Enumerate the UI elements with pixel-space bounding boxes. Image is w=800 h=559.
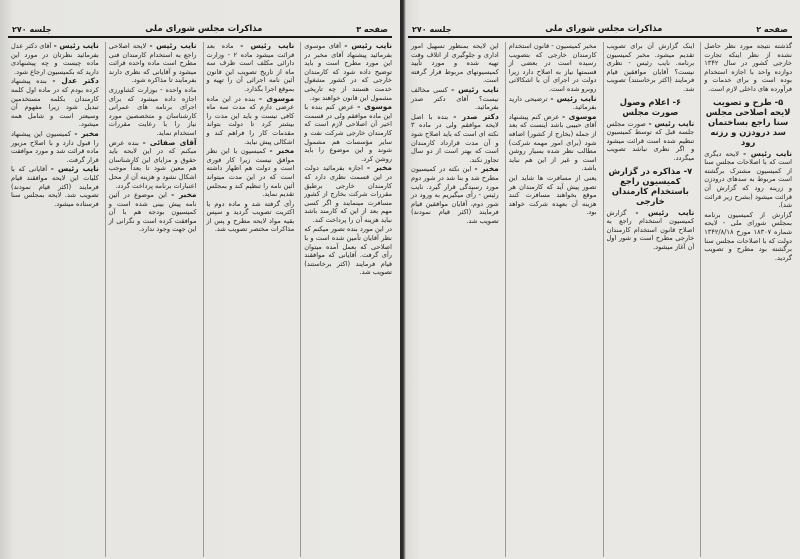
paragraph [607, 209, 695, 252]
text-column [603, 42, 695, 557]
text-column [700, 42, 792, 557]
speaker-name: مخبر - [366, 163, 392, 173]
paragraph [207, 147, 295, 199]
paragraph-text: ترضیحی دارید بفرمائید. [508, 94, 597, 112]
speaker-name: نایب رئیس - [743, 148, 792, 158]
paragraph-text: این لایحه بمنظور تسهیل امور اداری و جلوگیری از اتلاف وقت تهیه شده و مورد تأیید کمیسیونهای مربوط قرار گرفته است. [411, 42, 499, 85]
speaker-name: مخبر - [269, 146, 295, 156]
paragraph-text: اینک گزارش آن برای تصویب تقدیم میشود. مخبر کمیسیون برنامه. نایب رئیس - نظری نیست؟ آقایان موافقین قیام فرمایند (اکثر برخاستند) تصویب شد. [606, 42, 695, 93]
speaker-name: نایب رئیس - [50, 164, 99, 174]
paragraph-text: کسی مخالف نیست؟ آقای دکتر صدر بفرمائید. [411, 85, 499, 112]
text-column [300, 42, 392, 557]
paragraph-text: لایحه دیگری است که با اصلاحات مجلس سنا از کمیسیون مشترک برگشته است مربوط به سدهای درودزن و زرینه رود که گزارش آن قرائت میشود (بشرح زیر قرائت شد). [704, 149, 792, 210]
paragraph-text: بنده پیشنهاد کرده بودم که در ماده اول کلمه کارمندان بکلمه مستخدمین تبدیل شود زیرا مفهوم آن وسیعتر است و شامل همه میشود. [11, 77, 99, 129]
speaker-name: مخبر - [474, 164, 499, 174]
section-heading: ۵- طرح و تصویب لایحه اصلاحی مجلس سنا راجع بساختمان سد درودزن و رزنه رود [705, 96, 791, 147]
speaker-name: نایب رئیس - [149, 42, 197, 50]
page-right [400, 0, 800, 559]
paragraph [304, 103, 392, 163]
paragraph [207, 95, 295, 147]
paragraph [304, 42, 392, 102]
paragraph-text: بنده عرض میکنم که در این لایحه باید حقوق و مزایای این کارشناسان هم معین شود تا بعداً موجب اشکال نشود و هزینه آن از محل اعتبارات برنامه پرداخت گردد. [108, 138, 197, 190]
speaker-name: مخبر - [171, 190, 197, 200]
page-number: صفحه ۳ [356, 25, 388, 34]
page-number: صفحه ۲ [756, 25, 788, 34]
paragraph [11, 165, 99, 208]
paragraph-text: کمیسیون این پیشنهاد را قبول دارد و با اصلاح مزبور ماده قرائت شد و مورد موافقت قرار گرفت. [11, 129, 99, 164]
paragraph [207, 200, 295, 234]
speaker-name: نایب رئیس - [344, 42, 392, 50]
speaker-name: مخبر - [74, 128, 99, 138]
speaker-name: نایب رئیس - [635, 207, 695, 217]
paragraph [207, 42, 295, 94]
paragraph-text: یعنی از مسافرت ها شاید این تصور پیش آید که کارمندان هر موقع بخواهند مسافرت کنند هزینه آن بعهده شرکت خواهد بود. [508, 173, 597, 217]
paragraph [607, 42, 695, 94]
paragraph [704, 150, 792, 210]
speaker-name: دکتر صدر - [453, 111, 499, 121]
text-columns [8, 42, 392, 557]
paragraph-text: آقای دکتر عدل بفرمائید نظرتان در مورد این ماده چیست و چه پیشنهادی دارید که بکمیسیون ارجاع شود. [11, 42, 99, 76]
paragraph-text: اجازه بفرمائید دولت در این قسمت نظری دارد که کارمندان خارجی برطبق مقررات شرکت بخارج از کشور مسافرت مینمایند و اگر کسی مهم بعد از این که کارمند باشد نباید هزینه آن را پرداخت کند. [304, 164, 392, 224]
paragraph [304, 225, 392, 277]
paragraph [109, 139, 197, 191]
publication-title: مذاکرات مجلس شورای ملی [145, 24, 263, 34]
speaker-name: نایب رئیس - [240, 42, 295, 50]
page-header [8, 22, 392, 38]
paragraph-text: ماده بعد قرائت میشود ماده ۲ - وزارت دارائی مکلف است ظرف سه ماه از تاریخ تصویب این قانون آئین نامه اجرائی آن را تهیه و بموقع اجرا بگذارد. [206, 42, 295, 93]
speaker-name: آقای صفائی - [142, 137, 197, 147]
speaker-name: نایب رئیس - [648, 118, 695, 128]
paragraph [411, 113, 499, 165]
paragraph [411, 42, 499, 85]
paragraph [411, 86, 499, 112]
paragraph [509, 174, 597, 217]
paragraph [109, 86, 197, 138]
speaker-name: نایب رئیس - [451, 84, 499, 94]
text-columns [408, 42, 792, 557]
paragraph [304, 164, 392, 224]
paragraph-text: گزارش کمیسیون استخدام راجع به اصلاح قانون استخدام کارمندان خارجی مطرح است و شور اول آن آغاز میشود. [606, 208, 695, 251]
text-column [505, 42, 597, 557]
page-header [408, 22, 792, 38]
speaker-name: دکتر عدل - [52, 76, 99, 86]
session-number: جلسه ۲۷۰ [12, 25, 52, 34]
paragraph-text: این نکته در کمیسیون مطرح شد و بنا شد در شور دوم مورد رسیدگی قرار گیرد. نایب رئیس - رأی میگیریم به ورود در شور دوم، آقایان موافقین قیام فرمایند (اکثر قیام نمودند) تصویب شد. [411, 165, 499, 225]
paragraph [11, 77, 99, 129]
paragraph-text: بنده در این ماده عرضی دارم که مدت سه ماه کافی نیست و باید این مدت را بیشتر کرد تا دولت بتواند مقدمات کار را فراهم کند و اشکالی پیش نیاید. [206, 94, 295, 146]
paragraph [607, 120, 695, 163]
speaker-name: نایب رئیس - [53, 42, 99, 50]
paragraph-text: عرض کنم پیشنهاد آقای حبیبی باشد اینست که بعد از جمله (بخارج از کشور) اضافه شود (برای امور مهمه شرکت) مطالب نظر شده بسیار روشن است و غیر از این هم نباید باشد. [508, 112, 597, 173]
text-column [203, 42, 295, 557]
speaker-name: موسوی - [357, 102, 392, 112]
paragraph [411, 165, 499, 225]
paragraph [509, 42, 597, 94]
session-number: جلسه ۲۷۰ [412, 25, 452, 34]
paragraph-text: این موضوع در آئین نامه پیش بینی شده است و کمیسیون بودجه هم با آن موافقت کرده است و نگرانی از این جهت وجود ندارد. [108, 191, 197, 234]
text-column [105, 42, 197, 557]
paragraph-text: لایحه اصلاحی راجع به استخدام کارمندان فنی مطرح است ماده واحده قرائت میشود و آقایانی که نظری دارند بفرمایند تا مذاکره شود. [108, 42, 197, 85]
paragraph [109, 191, 197, 234]
paragraph [11, 130, 99, 164]
paragraph [509, 95, 597, 112]
speaker-name: موسوی - [259, 93, 295, 103]
speaker-name: نایب رئیس - [550, 93, 597, 103]
text-column [408, 42, 499, 557]
speaker-name: موسوی - [562, 111, 597, 121]
paragraph-text: آقای موسوی بفرمائید پیشنهاد آقای مخبر در این مورد مطرح است و باید توضیح داده شود که کارمندان خارجی که در کشور مشغول خدمت هستند از چه تاریخی مشمول این قانون خواهند بود. [304, 42, 392, 102]
paragraph-text: کمیسیون با این نظر موافق نیست زیرا کار فوری است و دولت هم اظهار داشته است که در این مدت میتواند آئین نامه را تنظیم کند و بمجلس تقدیم نماید. [206, 147, 295, 199]
paragraph-text: صورت مجلس جلسه قبل که توسط کمیسیون تنظیم شده است قرائت میشود و اگر نظری نباشد تصویب میگردد. [606, 119, 695, 162]
paragraph-text: رأی گرفته شد و ماده دوم با اکثریت تصویب گردید و سپس بقیه مواد لایحه مطرح و پس از مذاکرات مختصر تصویب شد. [206, 199, 295, 234]
paragraph-text: گذشته نتیجه مورد نظر حاصل نشده از نظر اینکه تجارت خارجی کشور در سال ۱۳۴۲ دوازده واحد با اجازه استخدام بوده است و برای خدمات و فرآورده های داخلی لازم است. [704, 42, 792, 93]
paragraph-text: در این مورد بنده تصور میکنم که نظر آقایان تأمین شده است و با اصلاحی که بعمل آمده میتوان رأی گرفت. آقایانی که موافقند قیام فرمایند (اکثر برخاستند) تصویب شد. [304, 225, 392, 277]
paragraph [704, 211, 792, 263]
text-column [8, 42, 99, 557]
paragraph [704, 42, 792, 94]
paragraph [509, 113, 597, 173]
publication-title: مذاکرات مجلس شورای ملی [545, 24, 663, 34]
paragraph-text: بنده با اصل لایحه موافقم ولی در ماده ۳ نکته ای است که باید اصلاح شود و آن مدت قرارداد کارمندان است که بهتر است از دو سال تجاوز نکند. [411, 112, 499, 164]
section-heading: ۷- مذاکره در گزارش کمیسیون راجع باستخدام کارمندان خارجی [608, 165, 693, 206]
paragraph-text: آقایانی که با کلیات این لایحه موافقند قیام فرمایند (اکثر قیام نمودند) تصویب شد. لایحه بمجلس سنا فرستاده میشود. [11, 165, 99, 208]
paragraph [109, 42, 197, 85]
section-heading: ۶- اعلام وصول صورت مجلس [619, 96, 682, 117]
paragraph-text: مخبر کمیسیون - قانون استخدام کارمندان خارجی که بتصویب رسیده است در بعضی از قسمتها نیاز به اصلاح دارد زیرا دولت در اجرای آن با اشکالاتی روبرو شده است. [508, 42, 597, 93]
paragraph-text: گزارش از کمیسیون برنامه بمجلس شورای ملی - لایحه شماره ۱۸۳۰۷ مورخ ۱۳۴۲/۸/۱۸ دولت که با اصلاحات مجلس سنا برگشته بود مطرح و تصویب گردید. [704, 210, 792, 262]
paragraph-text: عرض کنم بنده با این ماده موافقم ولی در قسمت اخیر آن اصلاحی لازم است که کارمندان خارجی شرکت نفت و سایر مؤسسات هم مشمول شوند و این موضوع را باید روشن کرد. [304, 103, 392, 163]
paragraph-text: ماده واحده - بوزارت کشاورزی اجازه داده میشود که برای اجرای برنامه های عمرانی کارشناسان و متخصصین مورد نیاز را با رعایت مقررات استخدام نماید. [108, 85, 197, 137]
paragraph [11, 42, 99, 76]
